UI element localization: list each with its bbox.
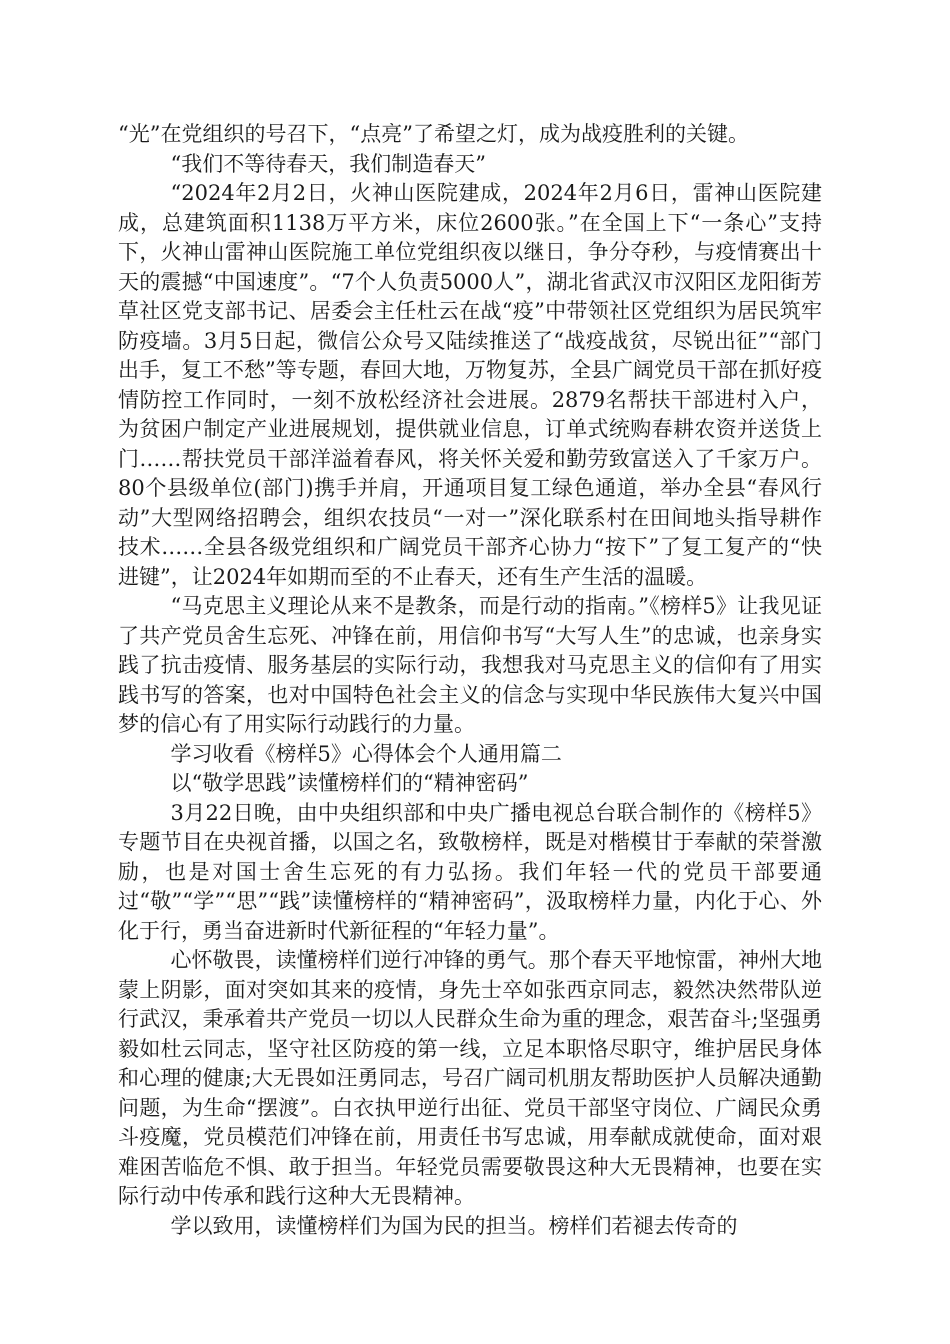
section-heading-spring: “我们不等待春天，我们制造春天”: [170, 151, 486, 176]
paragraph-1: “光”在党组织的号召下，“点亮”了希望之灯，成为战疫胜利的关键。: [118, 122, 749, 146]
paragraph-5: 心怀敬畏，读懂榜样们逆行冲锋的勇气。那个春天平地惊雷，神州大地蒙上阴影，面对突如其来的疫情，身先士卒如张西京同志，毅然决然带队逆行武汉，秉承着共产党员一切以人民群众生命为重的理念，艰苦奋斗;坚强勇毅如杜云同志，坚守社区防疫的第一线，立足本职恪尽职守，维护居民身体和心理的健康;大无畏如汪勇同志，号召广阔司机朋友帮助医护人员解决通勤问题，为生命“摆渡”。白衣执甲逆行出征、党员干部坚守岗位、广阔民众勇斗疫魔，党员模范们冲锋在前，用责任书写忠诚，用奉献成就使命，面对艰难困苦临危不惧、敢于担当。年轻党员需要敬畏这种大无畏精神，也要在实际行动中传承和践行这种大无畏精神。: [118, 948, 822, 1208]
paragraph-4: 3月22日晚，由中央组织部和中央广播电视总台联合制作的《榜样5》专题节目在央视首播，以国之名，致敬榜样，既是对楷模甘于奉献的荣誉激励，也是对国士舍生忘死的有力弘扬。我们年轻一代的党员干部要通过“敬”“学”“思”“践”读懂榜样的“精神密码”，汲取榜样力量，内化于心、外化于行，勇当奋进新时代新征程的“年轻力量”。: [118, 800, 822, 943]
section-subheading: 以“敬学思践”读懂榜样们的“精神密码”: [170, 771, 529, 795]
section-heading-part-two: 学习收看《榜样5》心得体会个人通用篇二: [170, 741, 562, 766]
document-page: [118, 120, 822, 1241]
paragraph-2: “2024年2月2日，火神山医院建成，2024年2月6日，雷神山医院建成，总建筑面积1138万平方米，床位2600张。”在全国上下“一条心”支持下，火神山雷神山医院施工单位党组织夜以继日，争分夺秒，与疫情赛出十天的震撼“中国速度”。“7个人负责5000人”，湖北省武汉市汉阳区龙阳街芳草社区党支部书记、居委会主任杜云在战“疫”中带领社区党组织为居民筑牢防疫墙。3月5日起，微信公众号又陆续推送了“战疫战贫，尽锐出征”“部门出手，复工不愁”等专题，春回大地，万物复苏，全县广阔党员干部在抓好疫情防控工作同时，一刻不放松经济社会进展。2879名帮扶干部进村入户，为贫困户制定产业进展规划，提供就业信息，订单式统购春耕农资并送货上门……帮扶党员干部洋溢着春风，将关怀关爱和勤劳致富送入了千家万户。80个县级单位(部门)携手并肩，开通项目复工绿色通道，举办全县“春风行动”大型网络招聘会，组织农技员“一对一”深化联系村在田间地头指导耕作技术……全县各级党组织和广阔党员干部齐心协力“按下”了复工复产的“快进键”，让2024年如期而至的不止春天，还有生产生活的温暖。: [118, 181, 822, 589]
paragraph-6: 学以致用，读懂榜样们为国为民的担当。榜样们若褪去传奇的: [170, 1213, 738, 1238]
paragraph-3: “马克思主义理论从来不是教条，而是行动的指南。”《榜样5》让我见证了共产党员舍生忘死、冲锋在前，用信仰书写“大写人生”的忠诚，也亲身实践了抗击疫情、服务基层的实际行动，我想我对马克思主义的信仰有了用实践书写的答案，也对中国特色社会主义的信念与实现中华民族伟大复兴中国梦的信心有了用实际行动践行的力量。: [118, 594, 822, 736]
